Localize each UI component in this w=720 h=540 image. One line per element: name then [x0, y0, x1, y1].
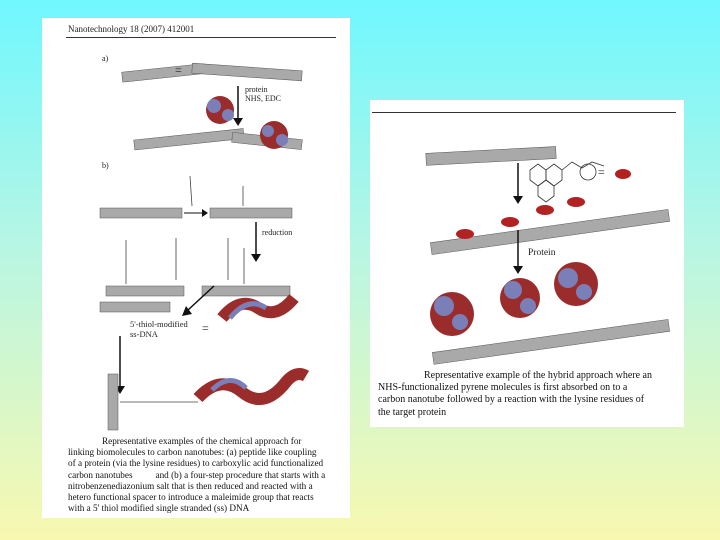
caption-line: the target protein: [378, 406, 447, 418]
caption-line: carbon nanotubes and (b) a four-step procedure that starts with a: [68, 469, 326, 480]
dna-label: 5'-thiol-modified ss-DNA: [130, 319, 188, 339]
panel-b-label: b): [102, 161, 109, 170]
caption-line: hetero functional spacer to introduce a maleimide group that reacts: [68, 492, 314, 503]
pyrene-nhs-molecule: [530, 162, 604, 202]
protein-blob-icon: [430, 292, 474, 336]
caption-line: Representative example of the hybrid approach where an: [424, 370, 652, 381]
protein-blob-icon: [615, 169, 631, 179]
left-figure-caption: [68, 436, 350, 515]
caption-line: NHS-functionalized pyrene molecules is first absorbed on to a: [378, 382, 628, 394]
protein-blob-icon: [500, 278, 540, 318]
right-document-page: [370, 100, 684, 427]
svg-text:=: =: [202, 321, 209, 335]
step-protein-label: protein NHS, EDC: [245, 85, 282, 104]
right-figure-caption: [378, 370, 682, 419]
protein-label: Protein: [528, 248, 556, 258]
svg-text:=: =: [175, 63, 182, 77]
arrow-down-icon: [188, 286, 214, 310]
caption-line: nitrobenzenediazonium salt that is then reduced and reacted with a: [68, 480, 313, 491]
caption-line: Representative examples of the chemical approach for: [102, 436, 302, 446]
protein-blob-icon: [260, 121, 288, 149]
caption-line: with a 5' thiol modified single stranded (ss) DNA: [68, 503, 250, 514]
left-document-page: [42, 18, 350, 518]
protein-blob-icon: [206, 96, 234, 124]
caption-line: of a protein (via the lysine residues) to carboxylic acid functionalized: [68, 458, 324, 469]
svg-text:=: =: [598, 165, 605, 179]
panel-a-label: a): [102, 54, 109, 63]
caption-line: carbon nanotube followed by a reaction with the lysine residues of: [378, 394, 645, 406]
caption-line: linking biomolecules to carbon nanotubes: (a) peptide like coupling: [68, 447, 317, 458]
step-reduction-label: reduction: [262, 228, 293, 237]
nanotube-icon: [122, 63, 303, 82]
nanotube-icon: [426, 147, 556, 166]
protein-blob-icon: [554, 262, 598, 306]
journal-header: Nanotechnology 18 (2007) 412001: [68, 24, 195, 34]
